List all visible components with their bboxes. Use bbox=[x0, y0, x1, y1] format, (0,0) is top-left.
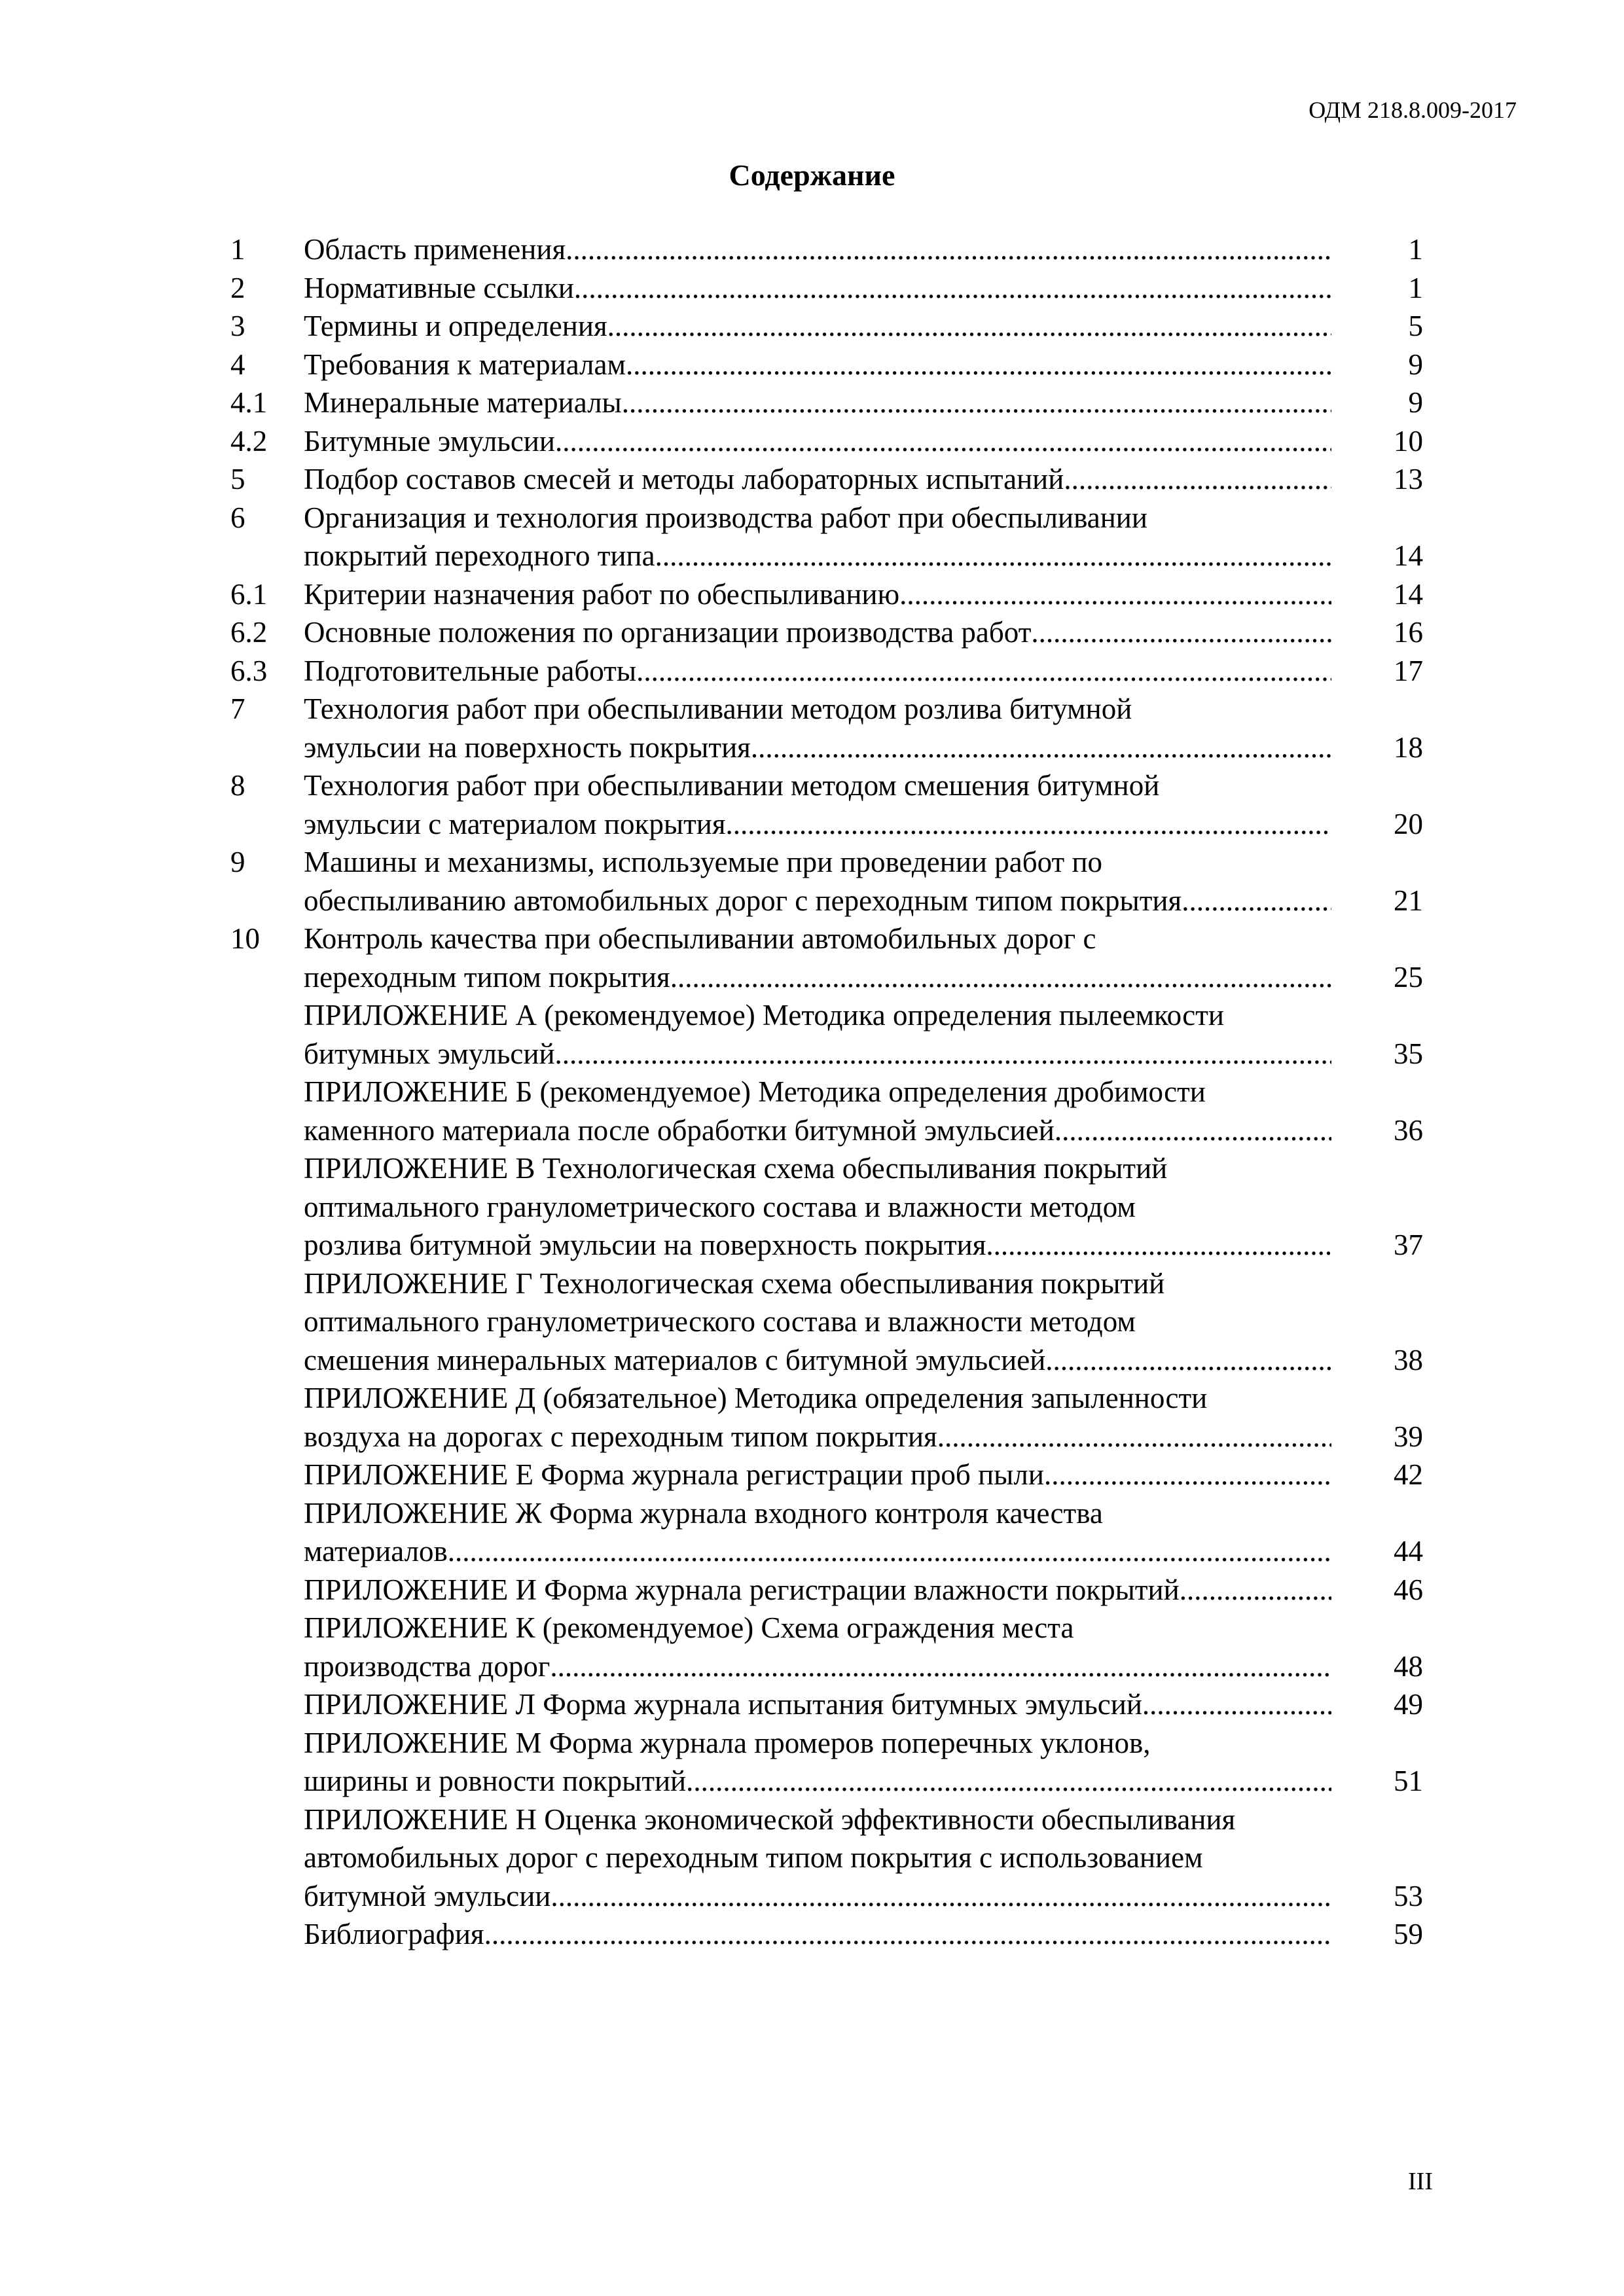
toc-entry-page: 20 bbox=[1394, 807, 1423, 840]
dot-leader bbox=[555, 422, 1331, 461]
toc-entry-title-line: переходным типом покрытия bbox=[304, 960, 670, 994]
dot-leader bbox=[1064, 460, 1331, 499]
dot-leader bbox=[566, 230, 1331, 269]
toc-entry-page: 59 bbox=[1394, 1918, 1423, 1950]
toc-entry-number bbox=[230, 996, 304, 1073]
dot-leader bbox=[670, 958, 1331, 997]
toc-entry-title-line: смешения минеральных материалов с битумной эмульсией bbox=[304, 1343, 1046, 1376]
toc-entry-page: 44 bbox=[1394, 1535, 1423, 1568]
toc-entry bbox=[230, 1915, 1423, 1954]
toc-entry bbox=[230, 766, 1423, 843]
toc-entry-title-line: Термины и определения bbox=[304, 310, 607, 342]
toc-entry-title-line: ПРИЛОЖЕНИЕ М Форма журнала промеров поперечных уклонов, bbox=[304, 1726, 1151, 1759]
toc-entry bbox=[230, 307, 1423, 346]
dot-leader bbox=[899, 575, 1331, 614]
toc-entry bbox=[230, 1571, 1423, 1609]
toc-entry-number: 8 bbox=[230, 769, 245, 802]
toc-entry bbox=[230, 1265, 1423, 1380]
toc-entry-number bbox=[230, 1456, 304, 1494]
dot-leader bbox=[448, 1532, 1331, 1571]
dot-leader bbox=[607, 307, 1331, 346]
dot-leader bbox=[484, 1915, 1331, 1954]
toc-entry-page: 9 bbox=[1408, 348, 1423, 381]
toc-entry-title-line: обеспыливанию автомобильных дорог с переходным типом покрытия bbox=[304, 884, 1182, 917]
toc-entry-number: 4.1 bbox=[230, 386, 268, 419]
toc-entry-number: 7 bbox=[230, 692, 245, 725]
toc-entry-page: 13 bbox=[1394, 463, 1423, 495]
toc-entry-title-line: ПРИЛОЖЕНИЕ Л Форма журнала испытания битумных эмульсий bbox=[304, 1688, 1142, 1721]
toc-entry-number bbox=[230, 1915, 304, 1954]
toc-entry-title-line: ширины и ровности покрытий bbox=[304, 1765, 687, 1797]
toc-entry bbox=[230, 1073, 1423, 1149]
dot-leader bbox=[686, 1762, 1331, 1801]
toc-entry-title-line: воздуха на дорогах с переходным типом покрытия bbox=[304, 1420, 937, 1453]
toc-entry-title-line: покрытий переходного типа bbox=[304, 539, 655, 572]
toc-entry bbox=[230, 843, 1423, 920]
toc-entry-title-line: Контроль качества при обеспыливании автомобильных дорог с bbox=[304, 922, 1096, 955]
toc-entry bbox=[230, 1801, 1423, 1916]
toc-entry bbox=[230, 996, 1423, 1073]
dot-leader bbox=[622, 384, 1331, 422]
toc-entry-number bbox=[230, 1609, 304, 1685]
toc-entry-title-line: ПРИЛОЖЕНИЕ К (рекомендуемое) Схема ограждения места bbox=[304, 1611, 1074, 1644]
toc-entry-number: 9 bbox=[230, 846, 245, 878]
toc-entry-title-line: ПРИЛОЖЕНИЕ И Форма журнала регистрации влажности покрытий bbox=[304, 1573, 1180, 1606]
toc-entry-title-line: битумных эмульсий bbox=[304, 1037, 555, 1070]
dot-leader bbox=[1045, 1341, 1331, 1380]
toc-entry bbox=[230, 499, 1423, 575]
toc-entry-page: 53 bbox=[1394, 1879, 1423, 1912]
toc-entry-title-line: розлива битумной эмульсии на поверхность покрытия bbox=[304, 1229, 986, 1261]
toc-entry-title-line: Библиография bbox=[304, 1918, 484, 1950]
table-of-contents bbox=[230, 230, 1423, 1954]
toc-entry-number: 4.2 bbox=[230, 424, 268, 457]
toc-entry-title-line: ПРИЛОЖЕНИЕ А (рекомендуемое) Методика определения пылеемкости bbox=[304, 999, 1224, 1031]
dot-leader bbox=[1182, 882, 1331, 920]
toc-entry-title-line: эмульсии с материалом покрытия bbox=[304, 807, 726, 840]
toc-entry bbox=[230, 1609, 1423, 1685]
toc-entry-title-line: Область применения bbox=[304, 233, 566, 266]
toc-entry-number: 6.1 bbox=[230, 577, 268, 611]
toc-entry bbox=[230, 652, 1423, 691]
toc-entry-page: 36 bbox=[1394, 1113, 1423, 1147]
toc-entry-title-line: оптимального гранулометрического состава и влажности методом bbox=[304, 1305, 1136, 1338]
dot-leader bbox=[986, 1226, 1331, 1265]
toc-entry-page: 17 bbox=[1394, 654, 1423, 687]
toc-entry-number bbox=[230, 1571, 304, 1609]
toc-entry-page: 18 bbox=[1394, 730, 1423, 764]
dot-leader bbox=[550, 1877, 1331, 1916]
toc-entry-number bbox=[230, 1685, 304, 1724]
toc-entry-title-line: ПРИЛОЖЕНИЕ Е Форма журнала регистрации проб пыли bbox=[304, 1458, 1044, 1491]
toc-entry-title-line: Организация и технология производства работ при обеспыливании bbox=[304, 501, 1147, 534]
toc-entry-number: 2 bbox=[230, 271, 245, 304]
toc-entry-page: 51 bbox=[1394, 1765, 1423, 1797]
dot-leader bbox=[555, 1035, 1331, 1073]
dot-leader bbox=[655, 537, 1331, 575]
toc-entry-number: 10 bbox=[230, 922, 260, 955]
dot-leader bbox=[1044, 1456, 1331, 1494]
toc-entry bbox=[230, 460, 1423, 499]
toc-entry-page: 5 bbox=[1408, 310, 1423, 342]
document-code: ОДМ 218.8.009-2017 bbox=[1308, 97, 1517, 123]
toc-entry bbox=[230, 269, 1423, 308]
toc-entry bbox=[230, 575, 1423, 614]
toc-entry bbox=[230, 920, 1423, 996]
dot-leader bbox=[751, 728, 1331, 767]
toc-entry-title-line: оптимального гранулометрического состава и влажности методом bbox=[304, 1190, 1136, 1223]
toc-entry-title-line: ПРИЛОЖЕНИЕ Н Оценка экономической эффективности обеспыливания bbox=[304, 1803, 1236, 1836]
toc-entry bbox=[230, 1685, 1423, 1724]
toc-entry-title-line: материалов bbox=[304, 1535, 448, 1568]
toc-entry-page: 1 bbox=[1408, 233, 1423, 266]
toc-entry-title-line: автомобильных дорог с переходным типом покрытия с использованием bbox=[304, 1841, 1203, 1874]
toc-entry-number bbox=[230, 1265, 304, 1380]
dot-leader bbox=[636, 652, 1331, 691]
toc-entry-page: 10 bbox=[1394, 424, 1423, 457]
toc-entry-title-line: битумной эмульсии bbox=[304, 1879, 551, 1912]
toc-entry-page: 38 bbox=[1394, 1343, 1423, 1376]
toc-entry-title-line: ПРИЛОЖЕНИЕ Б (рекомендуемое) Методика определения дробимости bbox=[304, 1075, 1206, 1108]
toc-entry-title-line: Минеральные материалы bbox=[304, 386, 622, 419]
dot-leader bbox=[626, 346, 1331, 384]
toc-entry-page: 46 bbox=[1394, 1573, 1423, 1606]
toc-entry bbox=[230, 1456, 1423, 1494]
toc-entry-title-line: ПРИЛОЖЕНИЕ В Технологическая схема обеспыливания покрытий bbox=[304, 1152, 1168, 1185]
toc-entry-page: 25 bbox=[1394, 960, 1423, 994]
toc-entry-page: 42 bbox=[1394, 1458, 1423, 1491]
page-number: III bbox=[1408, 2168, 1433, 2195]
toc-entry-page: 35 bbox=[1394, 1037, 1423, 1070]
toc-entry-number bbox=[230, 1073, 304, 1149]
toc-entry bbox=[230, 384, 1423, 422]
toc-entry-title-line: производства дорог bbox=[304, 1649, 550, 1683]
toc-entry-title-line: Технология работ при обеспыливании методом розлива битумной bbox=[304, 692, 1132, 725]
toc-entry-page: 14 bbox=[1394, 577, 1423, 611]
toc-entry-title-line: Нормативные ссылки bbox=[304, 271, 574, 304]
toc-entry bbox=[230, 690, 1423, 766]
toc-entry-page: 9 bbox=[1408, 386, 1423, 419]
toc-entry-page: 37 bbox=[1394, 1229, 1423, 1261]
toc-entry bbox=[230, 230, 1423, 269]
toc-entry bbox=[230, 1724, 1423, 1801]
toc-entry bbox=[230, 1379, 1423, 1456]
toc-entry-title-line: ПРИЛОЖЕНИЕ Г Технологическая схема обеспыливания покрытий bbox=[304, 1266, 1165, 1300]
toc-entry-number: 6.2 bbox=[230, 616, 268, 649]
toc-entry-title-line: ПРИЛОЖЕНИЕ Д (обязательное) Методика определения запыленности bbox=[304, 1382, 1208, 1414]
dot-leader bbox=[1055, 1111, 1331, 1150]
dot-leader bbox=[550, 1647, 1331, 1686]
dot-leader bbox=[937, 1418, 1331, 1456]
dot-leader bbox=[726, 805, 1331, 844]
toc-entry-number bbox=[230, 1494, 304, 1571]
toc-entry-title-line: Критерии назначения работ по обеспыливанию bbox=[304, 577, 900, 611]
toc-entry-number: 4 bbox=[230, 348, 245, 381]
toc-entry-title-line: Основные положения по организации производства работ bbox=[304, 616, 1032, 649]
toc-entry-title-line: ПРИЛОЖЕНИЕ Ж Форма журнала входного контроля качества bbox=[304, 1496, 1103, 1530]
page-title: Содержание bbox=[729, 158, 895, 192]
toc-entry-number: 5 bbox=[230, 463, 245, 495]
toc-entry-number: 1 bbox=[230, 233, 245, 266]
toc-entry bbox=[230, 422, 1423, 461]
toc-entry-title-line: каменного материала после обработки битумной эмульсией bbox=[304, 1113, 1055, 1147]
toc-entry bbox=[230, 346, 1423, 384]
toc-entry-number: 3 bbox=[230, 310, 245, 342]
toc-entry-title-line: Подготовительные работы bbox=[304, 654, 637, 687]
toc-entry bbox=[230, 613, 1423, 652]
toc-entry-page: 48 bbox=[1394, 1649, 1423, 1683]
toc-entry-page: 21 bbox=[1394, 884, 1423, 917]
dot-leader bbox=[1031, 613, 1331, 652]
dot-leader bbox=[1180, 1571, 1331, 1609]
toc-entry-title-line: Битумные эмульсии bbox=[304, 424, 555, 457]
toc-entry-title-line: эмульсии на поверхность покрытия bbox=[304, 730, 751, 764]
toc-entry-title-line: Машины и механизмы, используемые при проведении работ по bbox=[304, 846, 1103, 878]
toc-entry-number: 6.3 bbox=[230, 654, 268, 687]
toc-entry-page: 49 bbox=[1394, 1688, 1423, 1721]
toc-entry-title-line: Подбор составов смесей и методы лабораторных испытаний bbox=[304, 463, 1064, 495]
toc-entry-number bbox=[230, 1149, 304, 1265]
toc-entry-number bbox=[230, 1724, 304, 1801]
toc-entry-title-line: Требования к материалам bbox=[304, 348, 626, 381]
toc-entry-page: 14 bbox=[1394, 539, 1423, 572]
toc-entry-number: 6 bbox=[230, 501, 245, 534]
toc-entry-page: 16 bbox=[1394, 616, 1423, 649]
toc-entry-title-line: Технология работ при обеспыливании методом смешения битумной bbox=[304, 769, 1160, 802]
toc-entry-page: 39 bbox=[1394, 1420, 1423, 1453]
toc-entry-number bbox=[230, 1379, 304, 1456]
toc-entry bbox=[230, 1149, 1423, 1265]
toc-entry-number bbox=[230, 1801, 304, 1916]
toc-entry bbox=[230, 1494, 1423, 1571]
toc-entry-page: 1 bbox=[1408, 271, 1423, 304]
dot-leader bbox=[574, 269, 1331, 308]
dot-leader bbox=[1142, 1685, 1331, 1724]
